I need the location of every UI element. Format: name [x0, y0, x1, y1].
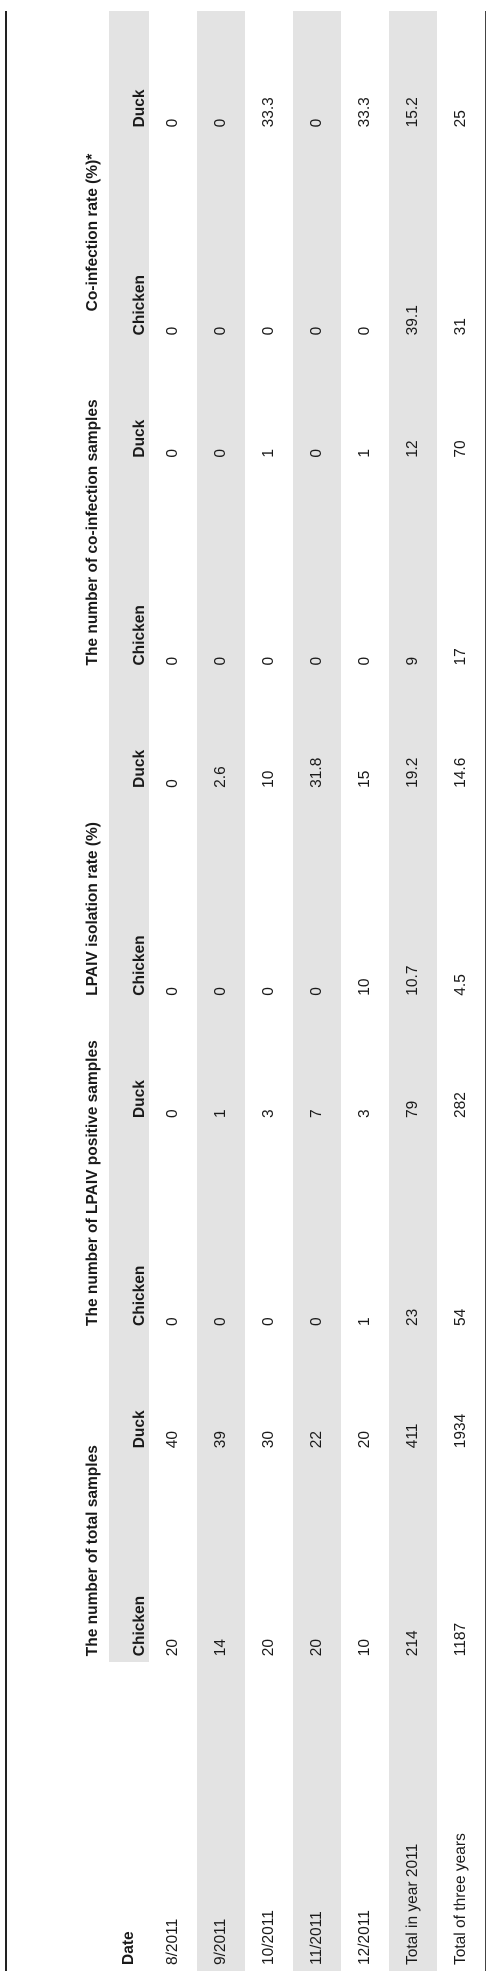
table-cell: 1 — [356, 448, 373, 458]
table-cell: 20 — [356, 1431, 373, 1449]
table-cell: 40 — [164, 1431, 181, 1449]
table-cell: 10 — [260, 770, 277, 788]
table-cell: 0 — [164, 1317, 181, 1326]
sub-header-duck: Duck — [109, 341, 149, 463]
table-cell: 1 — [197, 1002, 245, 1124]
table-cell: 3 — [356, 1109, 373, 1119]
table-cell: 0 — [164, 779, 181, 788]
table-cell: 1 — [356, 1317, 373, 1326]
sub-header-duck: Duck — [109, 11, 149, 133]
table-cell: 0 — [293, 1124, 341, 1332]
sub-header-duck: Duck — [109, 672, 149, 794]
table-cell: 0 — [164, 326, 181, 336]
table-cell: 10.7 — [389, 794, 437, 1002]
table-row — [341, 11, 389, 1971]
table-cell: 0 — [164, 987, 181, 996]
table-cell: 0 — [293, 11, 341, 133]
table-cell: 0 — [197, 11, 245, 133]
table-cell: 0 — [197, 464, 245, 672]
sub-header-chicken: Chicken — [109, 1124, 149, 1332]
table-cell: 0 — [260, 326, 277, 336]
table-cell: 282 — [437, 1002, 486, 1124]
table-cell: 33.3 — [356, 97, 373, 128]
table-cell: 0 — [164, 448, 181, 458]
row-date: 9/2011 — [197, 1662, 245, 1971]
table-cell: 0 — [164, 118, 181, 128]
table-cell: 0 — [164, 656, 181, 666]
row-date: 11/2011 — [293, 1662, 341, 1971]
table-cell: 15.2 — [389, 11, 437, 133]
table-cell: 214 — [389, 1454, 437, 1662]
table-cell: 4.5 — [437, 794, 486, 1002]
table-cell: 0 — [260, 656, 277, 666]
table-cell: 10 — [356, 978, 373, 996]
sub-header-duck: Duck — [109, 1332, 149, 1454]
table-row — [149, 11, 197, 1971]
table-cell: 39 — [197, 1332, 245, 1454]
row-date: 12/2011 — [356, 1910, 373, 1965]
row-date: Total of three years — [437, 1662, 486, 1971]
table-row — [245, 11, 293, 1971]
group-header-positive-samples: The number of LPAIV positive samples — [6, 1002, 109, 1332]
table-cell: 9 — [389, 464, 437, 672]
table-cell: 0 — [293, 341, 341, 463]
table-cell: 1 — [260, 448, 277, 458]
table-cell: 0 — [293, 133, 341, 341]
table-cell: 20 — [293, 1454, 341, 1662]
table-cell: 411 — [389, 1332, 437, 1454]
table-cell: 31.8 — [293, 672, 341, 794]
table-cell: 54 — [437, 1124, 486, 1332]
group-header-row — [6, 11, 109, 1971]
table-cell: 31 — [437, 133, 486, 341]
table-cell: 0 — [197, 341, 245, 463]
table-cell: 33.3 — [260, 97, 277, 128]
table-cell: 0 — [293, 464, 341, 672]
table-cell: 70 — [437, 341, 486, 463]
table-cell: 79 — [389, 1002, 437, 1124]
table-cell: 0 — [197, 133, 245, 341]
table-cell: 23 — [389, 1124, 437, 1332]
group-header-coinfection-rate: Co-infection rate (%)* — [6, 11, 109, 341]
table-cell: 0 — [164, 1109, 181, 1119]
table-cell: 30 — [260, 1431, 277, 1449]
table-cell: 3 — [260, 1109, 277, 1119]
group-header-isolation-rate: LPAIV isolation rate (%) — [6, 672, 109, 1002]
table-cell: 0 — [197, 794, 245, 1002]
table-cell: 0 — [260, 1317, 277, 1326]
table-cell: 20 — [164, 1638, 181, 1657]
sub-header-chicken: Chicken — [109, 133, 149, 341]
table-cell: 22 — [293, 1332, 341, 1454]
table-cell: 1934 — [437, 1332, 486, 1454]
table-row — [293, 11, 341, 1971]
table-cell: 0 — [293, 794, 341, 1002]
row-date: 8/2011 — [164, 1918, 181, 1965]
table-cell: 2.6 — [197, 672, 245, 794]
group-header-coinfection-samples: The number of co-infection samples — [6, 341, 109, 671]
table-cell: 0 — [260, 987, 277, 996]
sub-header-chicken: Chicken — [109, 1454, 149, 1662]
group-header-total-samples: The number of total samples — [6, 1332, 109, 1662]
data-table — [5, 11, 486, 1971]
date-header: Date — [6, 1662, 149, 1971]
table-cell: 1187 — [437, 1454, 486, 1662]
table-cell: 25 — [437, 11, 486, 133]
table-row-total-2011 — [389, 11, 437, 1971]
sub-header-duck: Duck — [109, 1002, 149, 1124]
table-cell: 7 — [293, 1002, 341, 1124]
table-cell: 14 — [197, 1454, 245, 1662]
table-row — [197, 11, 245, 1971]
table-cell: 0 — [197, 1124, 245, 1332]
table-cell: 0 — [356, 326, 373, 336]
table-cell: 20 — [260, 1638, 277, 1657]
table-cell: 39.1 — [389, 133, 437, 341]
table-cell: 15 — [356, 770, 373, 788]
table-cell: 19.2 — [389, 672, 437, 794]
table-cell: 12 — [389, 341, 437, 463]
sub-header-chicken: Chicken — [109, 794, 149, 1002]
table-cell: 0 — [356, 656, 373, 666]
sub-header-chicken: Chicken — [109, 464, 149, 672]
table-cell: 14.6 — [437, 672, 486, 794]
table-cell: 17 — [437, 464, 486, 672]
table-row-total-three-years — [437, 11, 486, 1971]
row-date: 10/2011 — [260, 1910, 277, 1965]
row-date: Total in year 2011 — [389, 1662, 437, 1971]
table-cell: 10 — [356, 1638, 373, 1657]
